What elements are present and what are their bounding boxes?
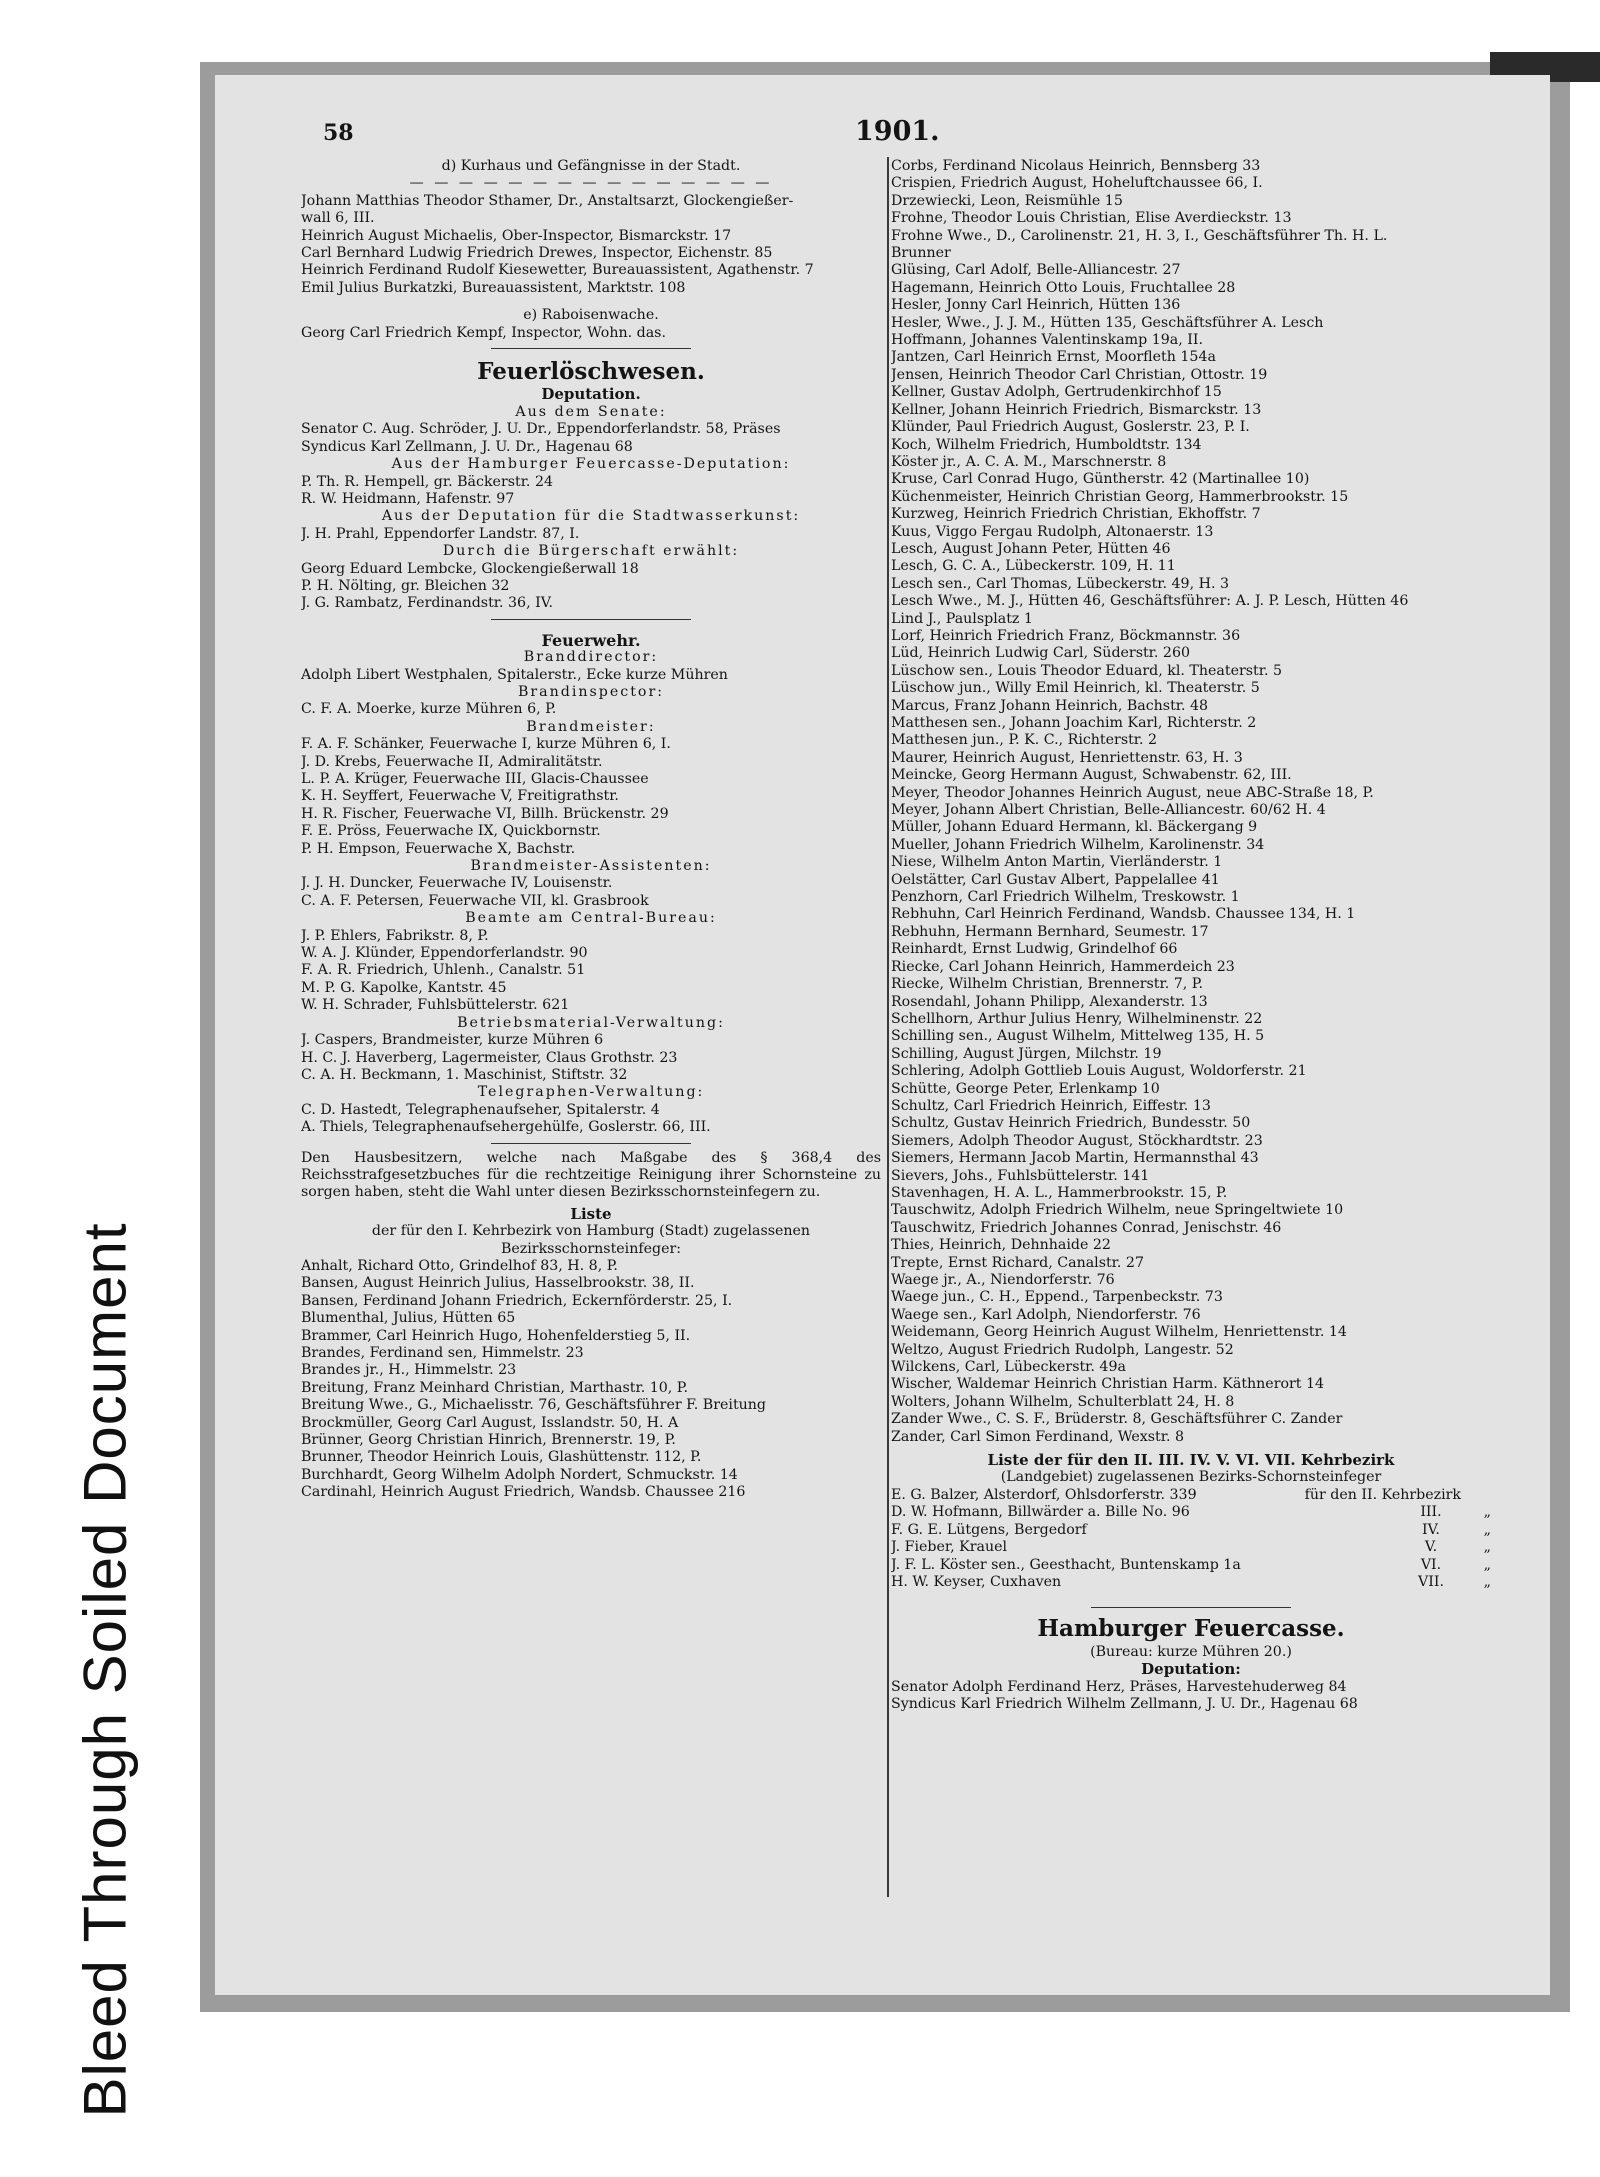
kehrbezirk-number: III. xyxy=(1420,1504,1442,1521)
kehrbezirk-name: E. G. Balzer, Alsterdorf, Ohlsdorferstr. 339 xyxy=(891,1486,1197,1503)
entry-line: Waege sen., Karl Adolph, Niendorferstr. 76 xyxy=(891,1306,1201,1323)
kehrbezirk-row xyxy=(891,1557,1491,1574)
kehrbezirk-row xyxy=(891,1487,1491,1504)
entry-line: Brunner xyxy=(891,245,951,262)
entry-line: K. H. Seyffert, Feuerwache V, Freitigrathstr. xyxy=(301,788,619,805)
buergerschaft-list xyxy=(301,561,881,613)
entry-line: wall 6, III. xyxy=(301,210,375,227)
entry-line: Drzewiecki, Leon, Reismühle 15 xyxy=(891,192,1123,209)
entry-line: Kruse, Carl Conrad Hugo, Güntherstr. 42 (Martinallee 10) xyxy=(891,471,1310,488)
kehrbezirk-row xyxy=(891,1504,1491,1521)
feuercasse-deputation: Deputation: xyxy=(1141,1660,1241,1679)
entry-line: Kuus, Viggo Fergau Rudolph, Altonaerstr. 13 xyxy=(891,523,1214,540)
entry-line: R. W. Heidmann, Hafenstr. 97 xyxy=(301,490,515,507)
telegraphen-list xyxy=(301,1102,881,1137)
entry-line: Tauschwitz, Adolph Friedrich Wilhelm, neue Springeltwiete 10 xyxy=(891,1202,1344,1219)
entry-line: F. A. F. Schänker, Feuerwache I, kurze Mühren 6, I. xyxy=(301,736,671,753)
entry-line: F. E. Pröss, Feuerwache IX, Quickbornstr. xyxy=(301,823,601,840)
ditto-mark: „ xyxy=(1483,1504,1491,1521)
entry-line: Schultz, Gustav Heinrich Friedrich, Bundesstr. 50 xyxy=(891,1115,1251,1132)
feuercasse-heading: Aus der Hamburger Feuercasse-Deputation: xyxy=(391,456,791,473)
ditto-mark: „ xyxy=(1483,1573,1491,1590)
entry-line: Trepte, Ernst Richard, Canalstr. 27 xyxy=(891,1254,1144,1271)
kehrbezirk-row xyxy=(891,1574,1491,1591)
book-page xyxy=(295,115,1525,1955)
entry-line: Lüd, Heinrich Ludwig Carl, Süderstr. 260 xyxy=(891,645,1191,662)
entry-line: Penzhorn, Carl Friedrich Wilhelm, Treskowstr. 1 xyxy=(891,889,1240,906)
entry-line: Senator Adolph Ferdinand Herz, Präses, Harvestehuderweg 84 xyxy=(891,1678,1347,1695)
entry-line: C. A. H. Beckmann, 1. Maschinist, Stiftstr. 32 xyxy=(301,1066,628,1083)
entry-line: Waege jr., A., Niendorferstr. 76 xyxy=(891,1272,1115,1288)
ditto-mark: „ xyxy=(1483,1539,1491,1556)
entry-line: Schultz, Carl Friedrich Heinrich, Eiffestr. 13 xyxy=(891,1097,1211,1114)
feuerloeschwesen-title: Feuerlöschwesen. xyxy=(477,358,705,386)
brandmeister-assistenten-heading: Brandmeister-Assistenten: xyxy=(470,858,712,875)
entry-line: Wilckens, Carl, Lübeckerstr. 49a xyxy=(891,1359,1126,1376)
entry-line: M. P. G. Kapolke, Kantstr. 45 xyxy=(301,979,507,996)
entry-line: Koch, Wilhelm Friedrich, Humboldtstr. 134 xyxy=(891,436,1202,453)
entry-line: Zander, Carl Simon Ferdinand, Wexstr. 8 xyxy=(891,1428,1184,1445)
stadtwasserkunst-list xyxy=(301,526,881,543)
entry-line: Matthesen jun., P. K. C., Richterstr. 2 xyxy=(891,732,1158,749)
entry-line: Anhalt, Richard Otto, Grindelhof 83, H. 8, P. xyxy=(301,1257,618,1274)
kehrbezirk-number: VI. xyxy=(1420,1556,1442,1573)
entry-line: Brockmüller, Georg Carl August, Isslandstr. 50, H. A xyxy=(301,1414,679,1431)
entry-line: J. H. Prahl, Eppendorfer Landstr. 87, I. xyxy=(301,525,580,542)
hausbesitzer-paragraph: Den Hausbesitzern, welche nach Maßgabe des § 368,4 des Reichsstrafgesetzbuches für die rechtzeitige Reinigung ihrer Schornsteine zu sorgen haben, steht die Wahl unter diesen Bezirksschornsteinfegern zu. xyxy=(301,1149,881,1201)
entry-line: Niese, Wilhelm Anton Martin, Vierländerstr. 1 xyxy=(891,854,1223,871)
deputation-title: Deputation. xyxy=(541,385,641,404)
entry-line: Reinhardt, Ernst Ludwig, Grindelhof 66 xyxy=(891,941,1178,958)
entry-line: Bansen, August Heinrich Julius, Hasselbrookstr. 38, II. xyxy=(301,1275,695,1292)
entry-line: Schellhorn, Arthur Julius Henry, Wilhelminenstr. 22 xyxy=(891,1010,1263,1027)
kehrbezirk-table xyxy=(891,1487,1491,1591)
stamp-text: Bleed Through Soiled Document xyxy=(71,1222,139,2118)
entry-line: Rebhuhn, Hermann Bernhard, Seumestr. 17 xyxy=(891,923,1209,940)
senat-heading: Aus dem Senate: xyxy=(515,403,667,420)
branddirector-heading: Branddirector: xyxy=(523,649,659,666)
right-column xyxy=(891,158,1491,1713)
entry-line: Köster jr., A. C. A. M., Marschnerstr. 8 xyxy=(891,453,1167,470)
entry-line: Tauschwitz, Friedrich Johannes Conrad, Jenischstr. 46 xyxy=(891,1219,1282,1236)
page-year: 1901. xyxy=(855,116,940,147)
kehrbezirk-number: VII. xyxy=(1418,1573,1444,1590)
entry-line: Waege jun., C. H., Eppend., Tarpenbeckstr. 73 xyxy=(891,1289,1223,1306)
entry-line: Siemers, Hermann Jacob Martin, Hermannsthal 43 xyxy=(891,1150,1259,1167)
kehrbezirk-name: D. W. Hofmann, Billwärder a. Bille No. 96 xyxy=(891,1504,1190,1521)
entry-line: Syndicus Karl Friedrich Wilhelm Zellmann, J. U. Dr., Hagenau 68 xyxy=(891,1695,1358,1712)
entry-line: Matthesen sen., Johann Joachim Karl, Richterstr. 2 xyxy=(891,715,1257,731)
entry-line: Hoffmann, Johannes Valentinskamp 19a, II. xyxy=(891,332,1203,349)
entry-line: Brammer, Carl Heinrich Hugo, Hohenfelderstieg 5, II. xyxy=(301,1327,691,1344)
entry-line: Glüsing, Carl Adolf, Belle-Alliancestr. 27 xyxy=(891,262,1181,279)
brandmeister-list xyxy=(301,736,881,858)
section-d-dash: — — — — — — — — — — — — — — — xyxy=(409,175,773,192)
entry-line: Hesler, Wwe., J. J. M., Hütten 135, Geschäftsführer A. Lesch xyxy=(891,314,1324,331)
entry-line: Adolph Libert Westphalen, Spitalerstr., Ecke kurze Mühren xyxy=(301,666,728,683)
entry-line: W. H. Schrader, Fuhlsbüttelerstr. 621 xyxy=(301,997,570,1014)
entry-line: Breitung Wwe., G., Michaelisstr. 76, Geschäftsführer F. Breitung xyxy=(301,1397,767,1414)
entry-line: Oelstätter, Carl Gustav Albert, Pappelallee 41 xyxy=(891,871,1220,888)
ditto-mark: „ xyxy=(1483,1556,1491,1573)
entry-line: Meyer, Theodor Johannes Heinrich August, neue ABC-Straße 18, P. xyxy=(891,784,1374,801)
entry-line: J. J. H. Duncker, Feuerwache IV, Louisenstr. xyxy=(301,875,613,892)
entry-line: Lesch, August Johann Peter, Hütten 46 xyxy=(891,540,1171,557)
betriebsmaterial-heading: Betriebsmaterial-Verwaltung: xyxy=(457,1014,725,1031)
ditto-mark: „ xyxy=(1483,1521,1491,1538)
entry-line: J. P. Ehlers, Fabrikstr. 8, P. xyxy=(301,927,489,944)
central-bureau-list xyxy=(301,928,881,1015)
entry-line: H. C. J. Haverberg, Lagermeister, Claus Grothstr. 23 xyxy=(301,1049,678,1066)
entry-line: P. H. Nölting, gr. Bleichen 32 xyxy=(301,577,510,594)
entry-line: L. P. A. Krüger, Feuerwache III, Glacis-Chaussee xyxy=(301,771,649,787)
entry-line: J. G. Rambatz, Ferdinandstr. 36, IV. xyxy=(301,595,553,612)
branddirector-list xyxy=(301,667,881,684)
brandmeister-heading: Brandmeister: xyxy=(526,718,656,735)
kehrbezirk-number: V. xyxy=(1424,1539,1438,1556)
entry-line: Siemers, Adolph Theodor August, Stöckhardtstr. 23 xyxy=(891,1132,1263,1149)
liste-list xyxy=(301,1258,881,1502)
entry-line: Wolters, Johann Wilhelm, Schulterblatt 24, H. 8 xyxy=(891,1393,1235,1410)
kehrbezirk-number: für den II. Kehrbezirk xyxy=(1304,1486,1461,1503)
entry-line: Jensen, Heinrich Theodor Carl Christian, Ottostr. 19 xyxy=(891,366,1268,383)
entry-line: Müller, Johann Eduard Hermann, kl. Bäckergang 9 xyxy=(891,819,1258,836)
entry-line: Jantzen, Carl Heinrich Ernst, Moorfleth 154a xyxy=(891,349,1216,366)
divider xyxy=(491,348,691,349)
entry-line: Blumenthal, Julius, Hütten 65 xyxy=(301,1310,516,1327)
central-bureau-heading: Beamte am Central-Bureau: xyxy=(465,910,717,927)
ditto-mark xyxy=(1461,1487,1491,1504)
betriebsmaterial-list xyxy=(301,1032,881,1084)
entry-line: A. Thiels, Telegraphenaufsehergehülfe, Goslerstr. 66, III. xyxy=(301,1119,711,1136)
stadtwasserkunst-heading: Aus der Deputation für die Stadtwasserkunst: xyxy=(381,508,801,525)
entry-line: J. D. Krebs, Feuerwache II, Admiralitätstr. xyxy=(301,753,603,770)
divider xyxy=(491,1143,691,1144)
kehrbezirk-row xyxy=(891,1539,1491,1556)
divider xyxy=(491,619,691,620)
buergerschaft-heading: Durch die Bürgerschaft erwählt: xyxy=(442,543,740,560)
entry-line: Meincke, Georg Hermann August, Schwabenstr. 62, III. xyxy=(891,767,1292,784)
entry-line: J. Caspers, Brandmeister, kurze Mühren 6 xyxy=(301,1032,604,1049)
feuercasse-deputation-list xyxy=(891,1679,1491,1714)
entry-line: Crispien, Friedrich August, Hoheluftchaussee 66, I. xyxy=(891,175,1263,192)
entry-line: Schütte, George Peter, Erlenkamp 10 xyxy=(891,1080,1160,1097)
liste-title: Liste xyxy=(570,1204,612,1223)
entry-line: Riecke, Wilhelm Christian, Brennerstr. 7, P. xyxy=(891,976,1203,993)
entry-line: Emil Julius Burkatzki, Bureauassistent, Marktstr. 108 xyxy=(301,279,686,296)
entry-line: Schlering, Adolph Gottlieb Louis August, Woldorferstr. 21 xyxy=(891,1063,1307,1080)
entry-line: Brunner, Theodor Heinrich Louis, Glashüttenstr. 112, P. xyxy=(301,1449,702,1466)
entry-line: Lüschow jun., Willy Emil Heinrich, kl. Theaterstr. 5 xyxy=(891,680,1260,697)
telegraphen-heading: Telegraphen-Verwaltung: xyxy=(477,1084,705,1101)
section-e-title: e) Raboisenwache. xyxy=(523,307,659,324)
entry-line: Küchenmeister, Heinrich Christian Georg, Hammerbrookstr. 15 xyxy=(891,488,1349,505)
section-d-list xyxy=(301,193,881,297)
entry-line: C. A. F. Petersen, Feuerwache VII, kl. Grasbrook xyxy=(301,892,649,909)
kehrbezirk-name: F. G. E. Lütgens, Bergedorf xyxy=(891,1521,1087,1538)
entry-line: Senator C. Aug. Schröder, J. U. Dr., Eppendorferlandstr. 58, Präses xyxy=(301,421,781,438)
entry-line: Maurer, Heinrich August, Henriettenstr. 63, H. 3 xyxy=(891,749,1243,766)
entry-line: W. A. J. Klünder, Eppendorferlandstr. 90 xyxy=(301,945,588,962)
kehrbezirk-name: J. F. L. Köster sen., Geesthacht, Buntenskamp 1a xyxy=(891,1556,1241,1573)
liste-subtitle: der für den I. Kehrbezirk von Hamburg (Stadt) zugelassenen xyxy=(371,1223,811,1240)
list2-subtitle: (Landgebiet) zugelassenen Bezirks-Schornsteinfeger xyxy=(1000,1469,1382,1486)
entry-line: Heinrich August Michaelis, Ober-Inspector, Bismarckstr. 17 xyxy=(301,227,732,244)
entry-line: Kellner, Johann Heinrich Friedrich, Bismarckstr. 13 xyxy=(891,401,1262,418)
entry-line: Rosendahl, Johann Philipp, Alexanderstr. 13 xyxy=(891,993,1208,1010)
entry-line: Syndicus Karl Zellmann, J. U. Dr., Hagenau 68 xyxy=(301,438,633,455)
entry-line: Cardinahl, Heinrich August Friedrich, Wandsb. Chaussee 216 xyxy=(301,1484,746,1501)
hamburger-feuercasse-title: Hamburger Feuercasse. xyxy=(1037,1615,1345,1643)
brandmeister-assistenten-list xyxy=(301,875,881,910)
entry-line: Lorf, Heinrich Friedrich Franz, Böckmannstr. 36 xyxy=(891,627,1241,644)
entry-line: Schilling sen., August Wilhelm, Mittelweg 135, H. 5 xyxy=(891,1028,1265,1045)
entry-line: Stavenhagen, H. A. L., Hammerbrookstr. 15, P. xyxy=(891,1184,1228,1201)
entry-line: Kurzweg, Heinrich Friedrich Christian, Ekhoffstr. 7 xyxy=(891,506,1261,523)
feuercasse-bureau: (Bureau: kurze Mühren 20.) xyxy=(1090,1643,1292,1660)
entry-line: F. A. R. Friedrich, Uhlenh., Canalstr. 51 xyxy=(301,962,586,979)
divider xyxy=(1091,1607,1291,1608)
section-e-list xyxy=(301,325,881,342)
brandinspector-heading: Brandinspector: xyxy=(517,683,665,700)
liste-subtitle-2: Bezirksschornsteinfeger: xyxy=(500,1240,682,1257)
column-divider xyxy=(887,157,889,1897)
entry-line: Corbs, Ferdinand Nicolaus Heinrich, Bennsberg 33 xyxy=(891,158,1261,174)
entry-line: Bansen, Ferdinand Johann Friedrich, Eckernförderstr. 25, I. xyxy=(301,1292,733,1309)
entry-line: Lind J., Paulsplatz 1 xyxy=(891,610,1033,627)
kehrbezirk-row xyxy=(891,1522,1491,1539)
left-column xyxy=(301,158,881,1502)
entry-line: Lesch sen., Carl Thomas, Lübeckerstr. 49, H. 3 xyxy=(891,575,1230,592)
entry-line: Weidemann, Georg Heinrich August Wilhelm, Henriettenstr. 14 xyxy=(891,1324,1347,1341)
entry-line: Burchhardt, Georg Wilhelm Adolph Nordert, Schmuckstr. 14 xyxy=(301,1466,738,1483)
chimney-sweep-list xyxy=(891,158,1491,1446)
bleed-through-stamp xyxy=(40,560,170,2118)
entry-line: Rebhuhn, Carl Heinrich Ferdinand, Wandsb. Chaussee 134, H. 1 xyxy=(891,906,1356,923)
page-number: 58 xyxy=(323,120,354,146)
entry-line: Lüschow sen., Louis Theodor Eduard, kl. Theaterstr. 5 xyxy=(891,662,1283,679)
entry-line: Heinrich Ferdinand Rudolf Kiesewetter, Bureauassistent, Agathenstr. 7 xyxy=(301,262,814,279)
entry-line: C. F. A. Moerke, kurze Mühren 6, P. xyxy=(301,701,557,718)
entry-line: C. D. Hastedt, Telegraphenaufseher, Spitalerstr. 4 xyxy=(301,1101,660,1118)
entry-line: Brünner, Georg Christian Hinrich, Brennerstr. 19, P. xyxy=(301,1432,676,1449)
entry-line: Thies, Heinrich, Dehnhaide 22 xyxy=(891,1237,1111,1254)
entry-line: Zander Wwe., C. S. F., Brüderstr. 8, Geschäftsführer C. Zander xyxy=(891,1411,1343,1428)
entry-line: Brandes jr., H., Himmelstr. 23 xyxy=(301,1362,517,1379)
section-d-title: d) Kurhaus und Gefängnisse in der Stadt. xyxy=(441,158,741,174)
entry-line: Carl Bernhard Ludwig Friedrich Drewes, Inspector, Eichenstr. 85 xyxy=(301,245,773,262)
entry-line: Georg Eduard Lembcke, Glockengießerwall 18 xyxy=(301,560,639,577)
entry-line: Hesler, Jonny Carl Heinrich, Hütten 136 xyxy=(891,297,1181,314)
entry-line: Schilling, August Jürgen, Milchstr. 19 xyxy=(891,1045,1162,1062)
entry-line: Meyer, Johann Albert Christian, Belle-Alliancestr. 60/62 H. 4 xyxy=(891,802,1326,819)
entry-line: Lesch Wwe., M. J., Hütten 46, Geschäftsführer: A. J. P. Lesch, Hütten 46 xyxy=(891,593,1409,610)
entry-line: Johann Matthias Theodor Sthamer, Dr., Anstaltsarzt, Glockengießer- xyxy=(301,192,794,209)
entry-line: Breitung, Franz Meinhard Christian, Marthastr. 10, P. xyxy=(301,1379,688,1396)
list2-title: Liste der für den II. III. IV. V. VI. VII. Kehrbezirk xyxy=(987,1451,1395,1470)
entry-line: Georg Carl Friedrich Kempf, Inspector, Wohn. das. xyxy=(301,324,666,341)
entry-line: Sievers, Johs., Fuhlsbüttelerstr. 141 xyxy=(891,1167,1150,1184)
entry-line: P. Th. R. Hempell, gr. Bäckerstr. 24 xyxy=(301,473,554,490)
entry-line: Marcus, Franz Johann Heinrich, Bachstr. 48 xyxy=(891,697,1209,714)
entry-line: Kellner, Gustav Adolph, Gertrudenkirchhof 15 xyxy=(891,384,1222,401)
entry-line: Mueller, Johann Friedrich Wilhelm, Karolinenstr. 34 xyxy=(891,836,1265,853)
entry-line: Klünder, Paul Friedrich August, Goslerstr. 23, P. I. xyxy=(891,419,1250,436)
senat-list xyxy=(301,421,881,456)
feuerwehr-title: Feuerwehr. xyxy=(541,630,641,650)
brandinspector-list xyxy=(301,701,881,718)
entry-line: Frohne, Theodor Louis Christian, Elise Averdieckstr. 13 xyxy=(891,210,1292,227)
entry-line: Riecke, Carl Johann Heinrich, Hammerdeich 23 xyxy=(891,958,1235,975)
entry-line: H. R. Fischer, Feuerwache VI, Billh. Brückenstr. 29 xyxy=(301,805,669,822)
kehrbezirk-name: J. Fieber, Krauel xyxy=(891,1539,1008,1556)
kehrbezirk-number: IV. xyxy=(1422,1521,1440,1538)
entry-line: Brandes, Ferdinand sen, Himmelstr. 23 xyxy=(301,1345,584,1361)
entry-line: Lesch, G. C. A., Lübeckerstr. 109, H. 11 xyxy=(891,558,1176,575)
feuercasse-list xyxy=(301,474,881,509)
entry-line: Frohne Wwe., D., Carolinenstr. 21, H. 3, I., Geschäftsführer Th. H. L. xyxy=(891,227,1388,244)
entry-line: P. H. Empson, Feuerwache X, Bachstr. xyxy=(301,840,576,857)
entry-line: Hagemann, Heinrich Otto Louis, Fruchtallee 28 xyxy=(891,279,1236,296)
kehrbezirk-name: H. W. Keyser, Cuxhaven xyxy=(891,1573,1062,1590)
entry-line: Wischer, Waldemar Heinrich Christian Harm. Käthnerort 14 xyxy=(891,1376,1325,1393)
entry-line: Weltzo, August Friedrich Rudolph, Langestr. 52 xyxy=(891,1341,1234,1358)
